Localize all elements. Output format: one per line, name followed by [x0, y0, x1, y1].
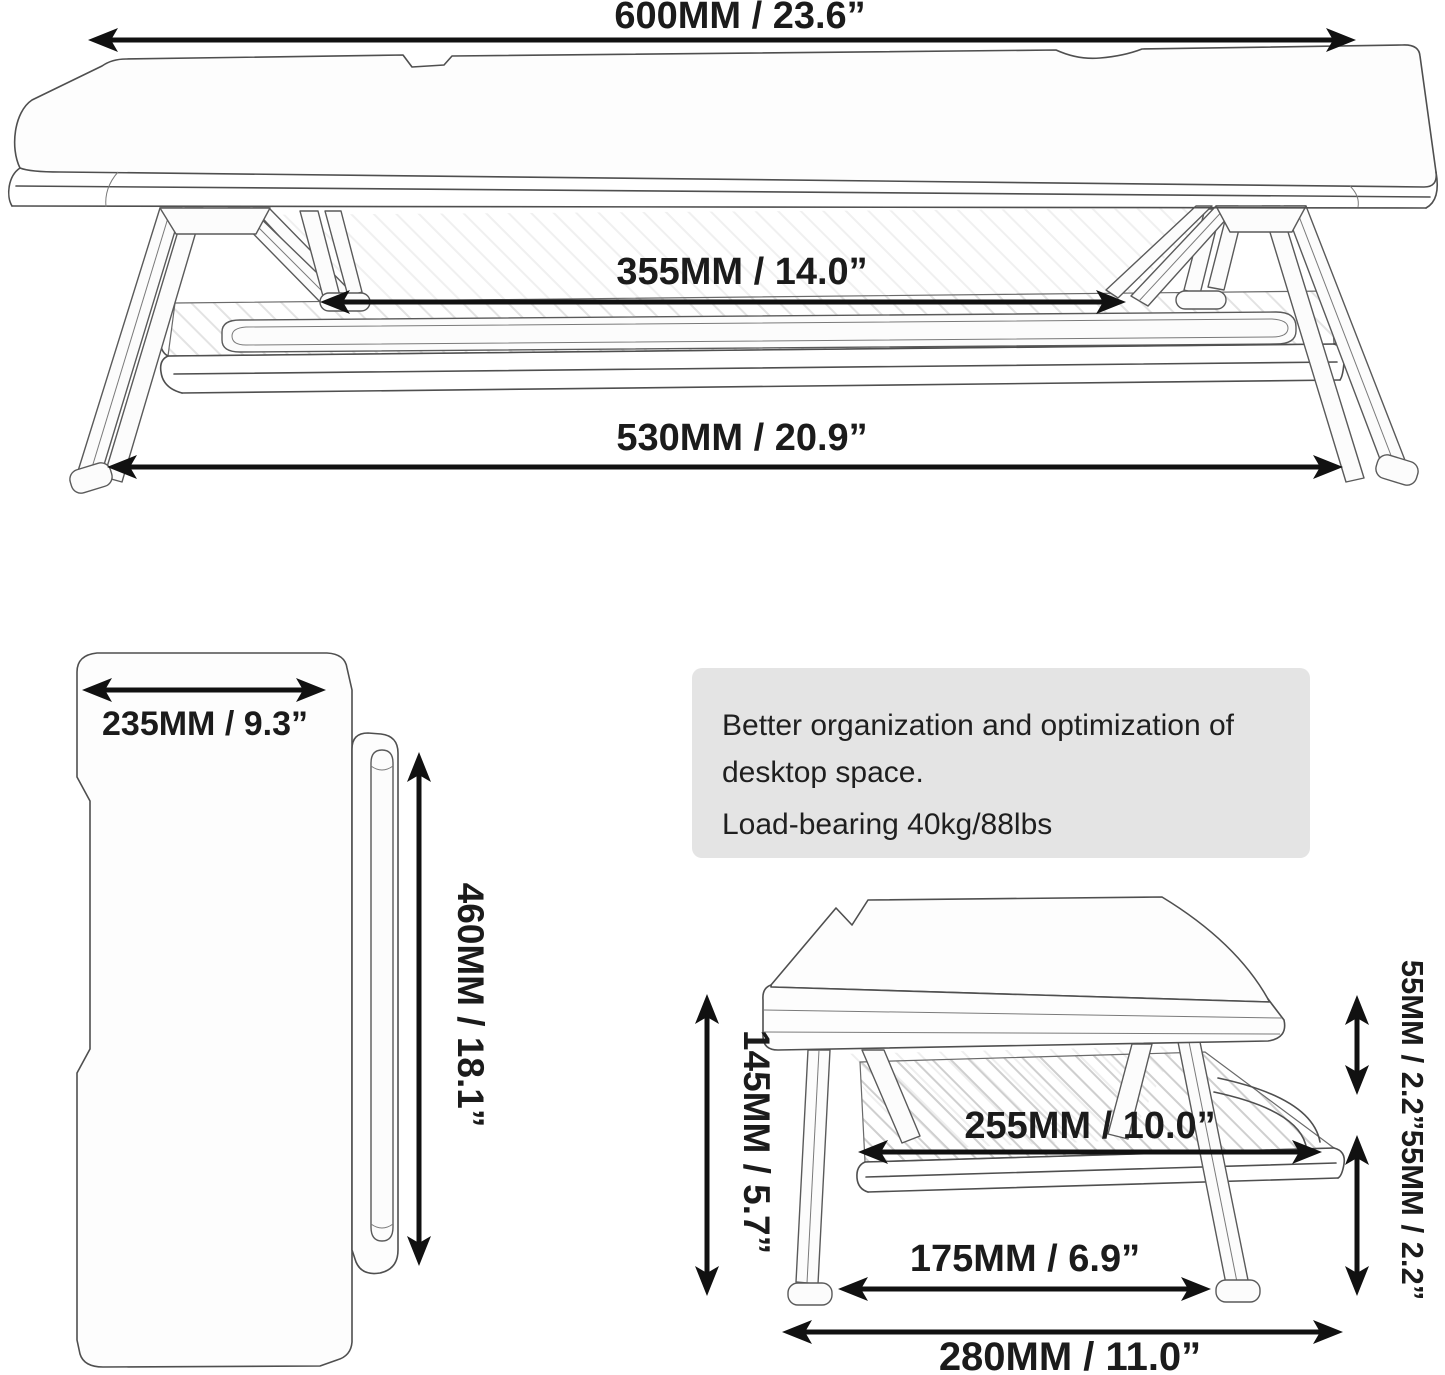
end-top-board-surface [771, 897, 1270, 1002]
info-box [692, 668, 1310, 858]
dim-label-inner-shelf-width: 355MM / 14.0” [616, 251, 868, 293]
dim-label-top-clearance: 55MM / 2.2” [1395, 959, 1430, 1131]
dim-top-width [88, 0, 1356, 52]
top-panel-view [77, 653, 491, 1367]
dim-label-bottom-clearance: 55MM / 2.2” [1395, 1129, 1430, 1301]
right-leg-assembly [1106, 206, 1421, 488]
left-leg-bracket [160, 208, 270, 234]
front-perspective-view [9, 0, 1438, 496]
dim-total-height [695, 994, 777, 1296]
dim-label-panel-depth: 235MM / 9.3” [102, 705, 308, 743]
dim-foot-spacing [838, 1238, 1211, 1301]
end-view [695, 897, 1430, 1375]
dim-label-top-width: 600MM / 23.6” [614, 0, 866, 37]
dim-top-clearance [1345, 960, 1430, 1131]
right-leg-bracket [1216, 206, 1306, 232]
info-line-1: Better organization and optimization of [722, 709, 1234, 742]
dim-label-foot-spacing: 175MM / 6.9” [909, 1238, 1141, 1280]
info-line-3: Load-bearing 40kg/88lbs [722, 808, 1053, 841]
dim-label-shelf-depth: 255MM / 10.0” [964, 1105, 1216, 1147]
dim-label-base-depth: 280MM / 11.0” [938, 1335, 1202, 1375]
dim-base-width [107, 417, 1343, 479]
right-foot-pad [1373, 452, 1420, 487]
lower-shelf-bottom-edge [182, 380, 1340, 393]
lower-shelf-band-line [174, 362, 1337, 374]
dim-base-depth [782, 1320, 1343, 1375]
dim-bottom-clearance [1345, 1130, 1430, 1301]
panel-outline [77, 653, 352, 1367]
end-shelf-bottom-edge [868, 1178, 1338, 1192]
top-board-left-cap [9, 168, 20, 206]
end-shelf-band-line [866, 1163, 1336, 1177]
dim-panel-length [407, 752, 491, 1266]
dim-label-total-height: 145MM / 5.7” [736, 1029, 777, 1255]
top-board-surface [15, 45, 1437, 187]
top-board-band-line [16, 186, 1430, 197]
end-top-board [763, 897, 1285, 1050]
dim-panel-depth [82, 678, 326, 743]
dim-label-base-width: 530MM / 20.9” [616, 417, 868, 459]
side-bar-slot [371, 750, 393, 1241]
info-line-2: desktop space. [722, 756, 924, 789]
top-board [9, 45, 1438, 208]
end-right-foot-pad [1216, 1280, 1260, 1302]
detail-line [106, 172, 118, 207]
end-left-foot-pad [788, 1283, 832, 1305]
dim-label-panel-length: 460MM / 18.1” [450, 882, 491, 1128]
panel-side-bar [352, 733, 398, 1274]
stub-foot-pad [1176, 291, 1226, 309]
left-foot-pad [67, 460, 114, 495]
